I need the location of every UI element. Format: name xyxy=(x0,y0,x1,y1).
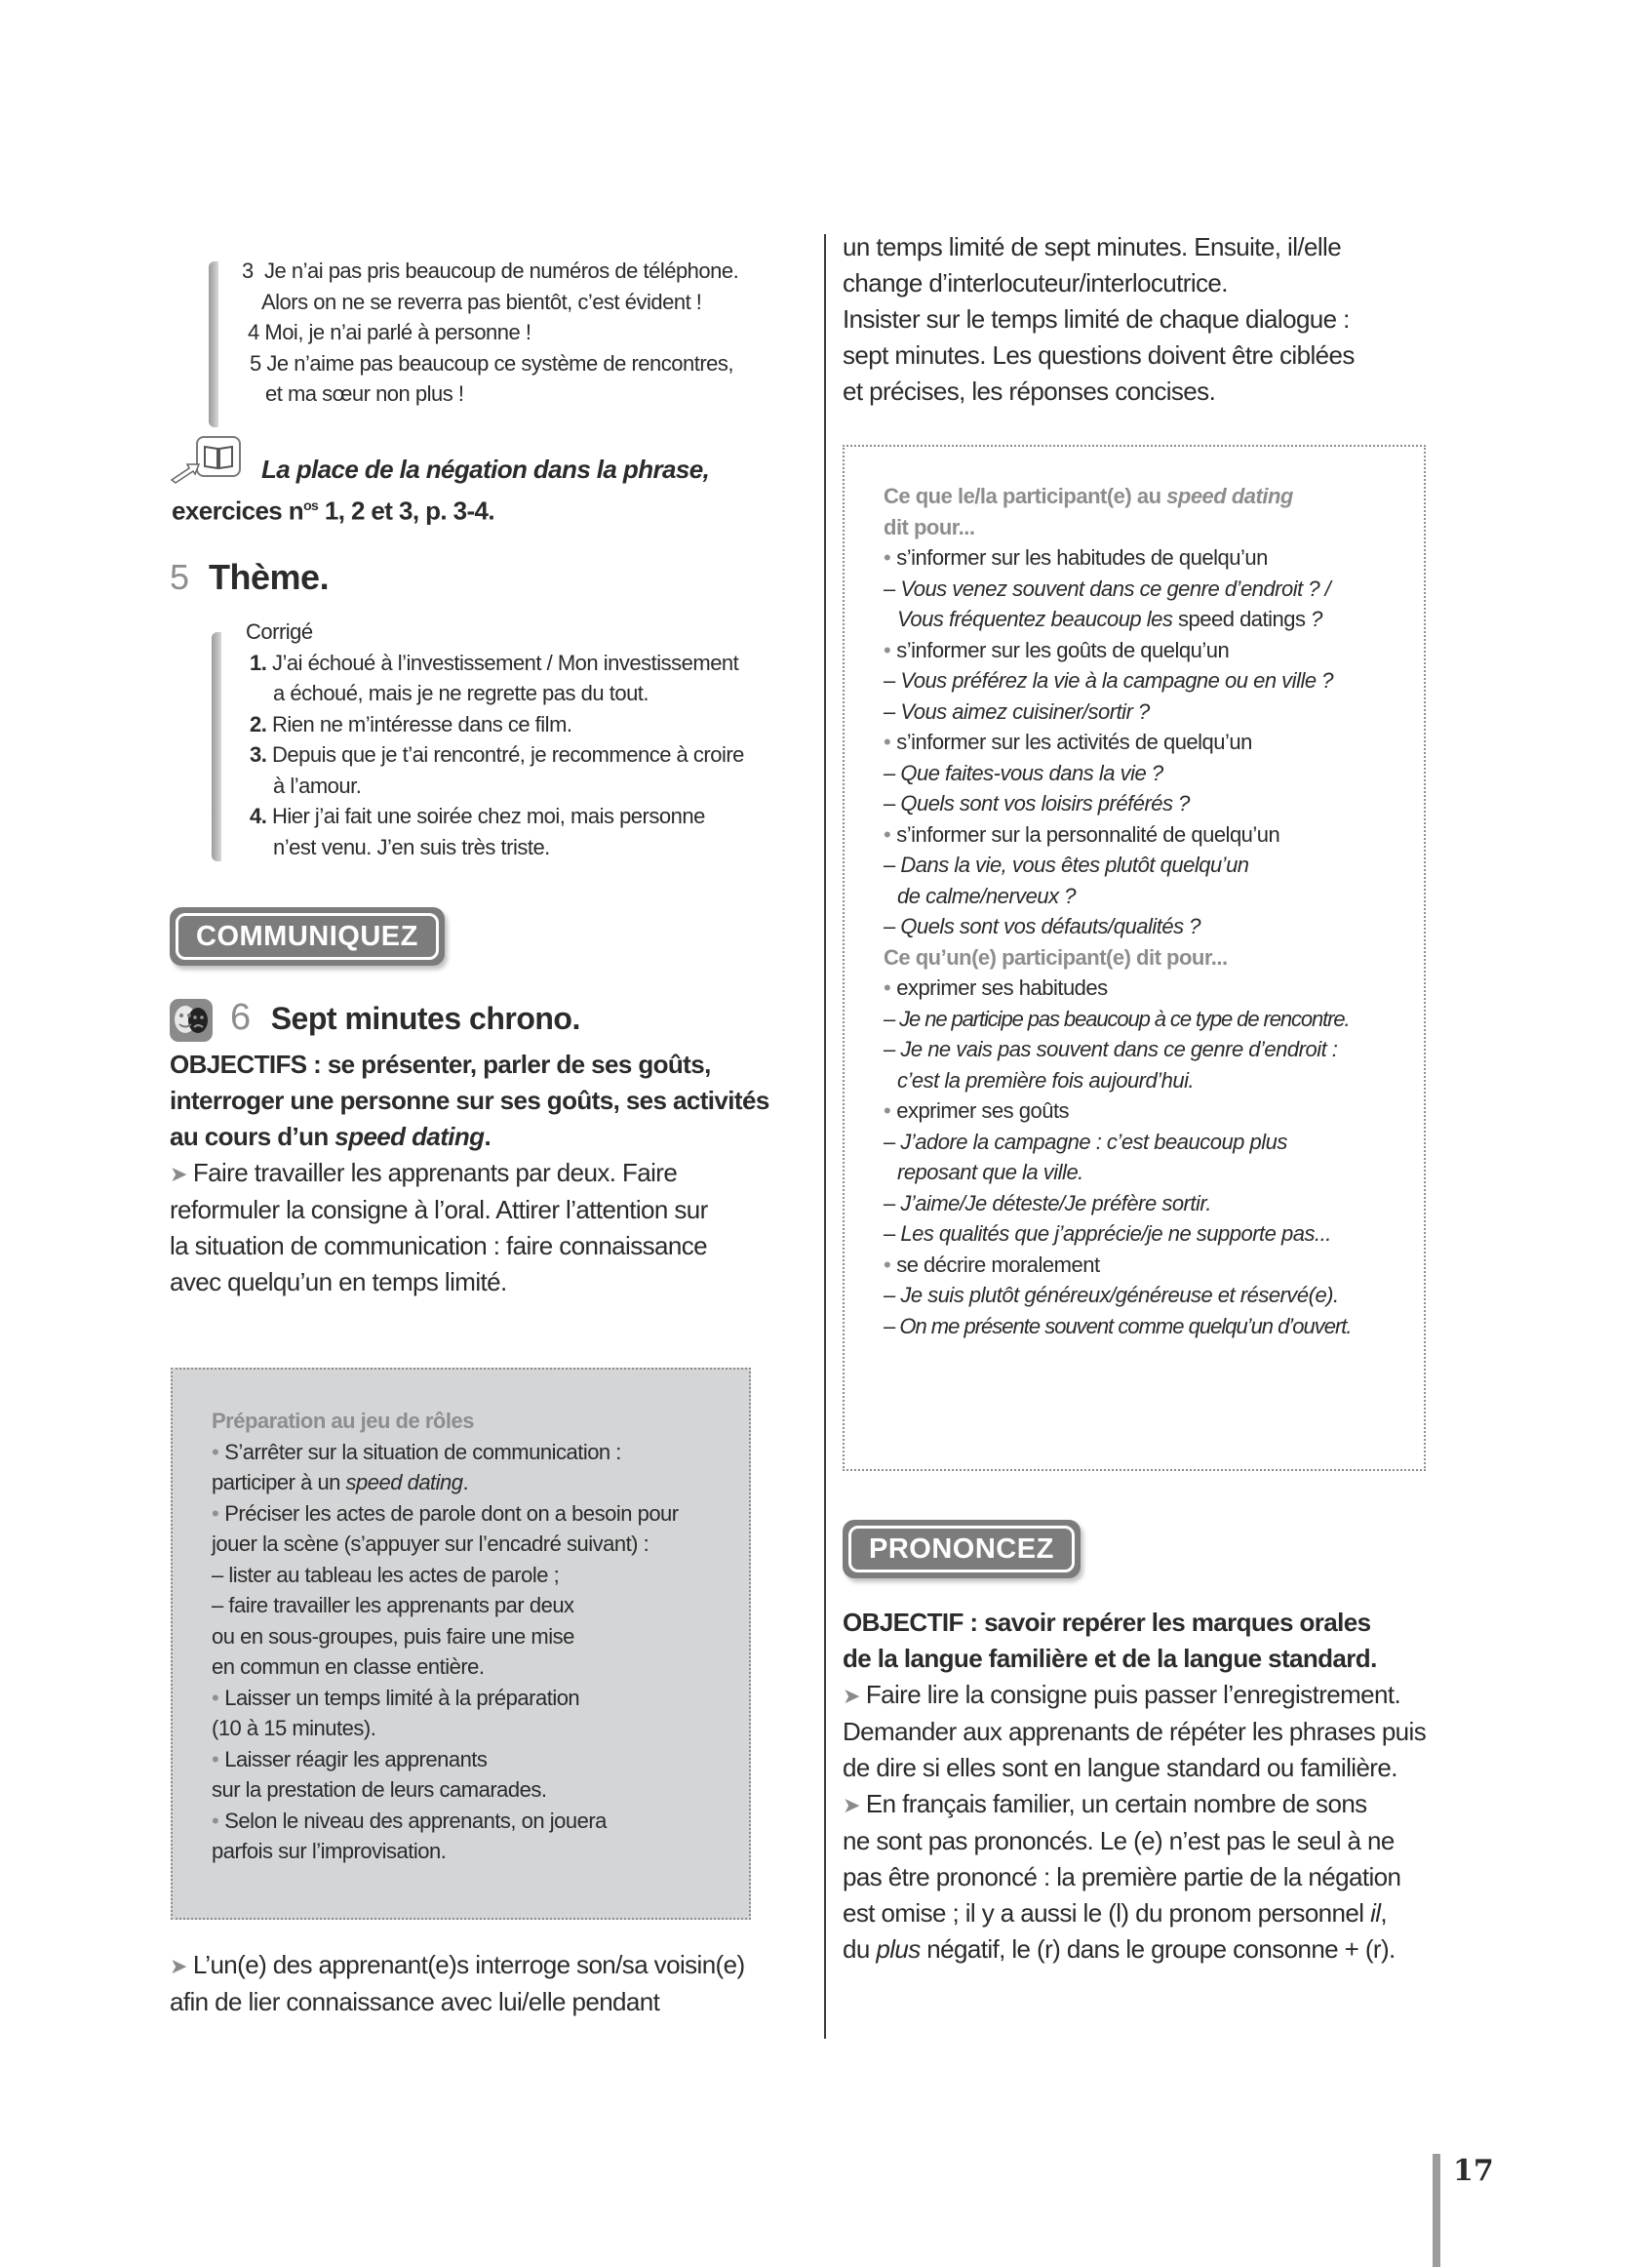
instruction-line: ➤ Faire lire la consigne puis passer l’enregistrement. xyxy=(843,1680,1401,1709)
prep-line: parfois sur l’improvisation. xyxy=(212,1839,447,1863)
instruction-line: du plus négatif, le (r) dans le groupe consonne + (r). xyxy=(843,1934,1396,1964)
phrase-example: – Que faites-vous dans la vie ? xyxy=(884,760,1163,785)
prep-line: participer à un speed dating. xyxy=(212,1470,469,1494)
arrow-bullet-icon: ➤ xyxy=(843,1793,860,1817)
preparation-box-title: Préparation au jeu de rôles xyxy=(212,1409,474,1433)
continuation-paragraph xyxy=(843,229,1355,410)
arrow-bullet-icon: ➤ xyxy=(843,1684,860,1708)
answer-4-cont: n’est venu. J’en suis très triste. xyxy=(273,834,550,859)
workbook-reference-title: La place de la négation dans la phrase, xyxy=(261,455,710,484)
instruction-line: ne sont pas prononcés. Le (e) n’est pas le seul à ne xyxy=(843,1826,1395,1855)
phrase-example: – Vous aimez cuisiner/sortir ? xyxy=(884,698,1150,724)
instruction-line-1: ➤ Faire travailler les apprenants par deux. Faire xyxy=(170,1158,678,1187)
continuation-line: un temps limité de sept minutes. Ensuite, il/elle xyxy=(843,232,1342,261)
phrase-example: Vous fréquentez beaucoup les speed datings ? xyxy=(897,607,1322,631)
phrase-example: – J’aime/Je déteste/Je préfère sortir. xyxy=(884,1190,1212,1215)
continuation-line: sept minutes. Les questions doivent être ciblées xyxy=(843,340,1355,370)
instruction-line-4: avec quelqu’un en temps limité. xyxy=(170,1267,507,1296)
instruction-line: ➤ En français familier, un certain nombre de sons xyxy=(843,1789,1367,1818)
prep-line: • Préciser les actes de parole dont on a besoin pour xyxy=(212,1500,679,1526)
phrase-bullet: • s’informer sur les habitudes de quelqu’un xyxy=(884,545,1268,570)
communiquez-badge xyxy=(170,907,445,966)
answer-4: 4. Hier j’ai fait une soirée chez moi, mais personne xyxy=(250,804,705,828)
phrase-example: – Je ne vais pas souvent dans ce genre d’endroit : xyxy=(884,1037,1338,1061)
phrase-bullet: • s’informer sur les activités de quelqu’un xyxy=(884,730,1252,754)
phrase-example: – J’adore la campagne : c’est beaucoup plus xyxy=(884,1129,1287,1154)
instruction-line: pas être prononcé : la première partie de la négation xyxy=(843,1862,1401,1891)
phrase-example: – Vous venez souvent dans ce genre d’endroit ? / xyxy=(884,576,1331,601)
phrases-box-title-2: Ce qu’un(e) participant(e) dit pour... xyxy=(884,944,1228,970)
prep-line: • Laisser un temps limité à la préparation xyxy=(212,1685,580,1710)
arrow-bullet-icon: ➤ xyxy=(170,1162,187,1186)
preparation-box xyxy=(171,1368,751,1920)
objectifs-line-3: au cours d’un speed dating. xyxy=(170,1122,492,1151)
instruction-line-2: reformuler la consigne à l’oral. Attirer l’attention sur xyxy=(170,1195,708,1224)
corrige-label: Corrigé xyxy=(246,619,313,644)
phrase-example: – On me présente souvent comme quelqu’un d’ouvert. xyxy=(884,1313,1352,1338)
phrase-example: – Je suis plutôt généreux/généreuse et réservé(e). xyxy=(884,1283,1339,1307)
closing-line-2: afin de lier connaissance avec lui/elle pendant xyxy=(170,1987,660,2016)
phrase-example: de calme/nerveux ? xyxy=(897,883,1076,908)
answer-3: 3. Depuis que je t’ai rencontré, je recommence à croire xyxy=(250,742,744,767)
exercise-5-heading xyxy=(170,556,329,599)
objectifs-line-1: OBJECTIFS : se présenter, parler de ses goûts, xyxy=(170,1050,711,1079)
instruction-line: de dire si elles sont en langue standard ou familière. xyxy=(843,1753,1397,1782)
page-number-bar xyxy=(1433,2154,1440,2267)
communiquez-label: COMMUNIQUEZ xyxy=(176,913,439,960)
phrase-example: c’est la première fois aujourd’hui. xyxy=(897,1067,1195,1093)
exercise-number: 5 xyxy=(170,557,190,597)
answer-1: 1. J’ai échoué à l’investissement / Mon investissement xyxy=(250,650,739,675)
exercise-6-heading xyxy=(230,995,580,1041)
phrase-example: – Quels sont vos défauts/qualités ? xyxy=(884,914,1200,938)
prep-line: • Selon le niveau des apprenants, on jouera xyxy=(212,1808,607,1833)
prep-line: en commun en classe entière. xyxy=(212,1654,485,1679)
phrase-example: – Quels sont vos loisirs préférés ? xyxy=(884,791,1190,815)
phrase-bullet: • se décrire moralement xyxy=(884,1252,1100,1277)
phrases-box-title-1: Ce que le/la participant(e) au speed dating xyxy=(884,484,1293,508)
phrase-example: – Dans la vie, vous êtes plutôt quelqu’un xyxy=(884,853,1249,877)
prononcez-label: PRONONCEZ xyxy=(848,1526,1075,1572)
prep-line: (10 à 15 minutes). xyxy=(212,1716,376,1740)
theater-masks-icon xyxy=(170,999,213,1042)
continuation-line: Insister sur le temps limité de chaque dialogue : xyxy=(843,304,1350,334)
phrases-box xyxy=(843,445,1426,1471)
answer-2: 2. Rien ne m’intéresse dans ce film. xyxy=(250,711,572,736)
objectif-line-2: de la langue familière et de la langue standard. xyxy=(843,1644,1377,1673)
continuation-line: et précises, les réponses concises. xyxy=(843,377,1216,406)
objectif-line-1: OBJECTIF : savoir repérer les marques orales xyxy=(843,1608,1371,1637)
prep-line: • Laisser réagir les apprenants xyxy=(212,1746,488,1771)
quote-item-5: 5 Je n’aime pas beaucoup ce système de rencontres, xyxy=(250,350,733,376)
quote-item-3: 3 Je n’ai pas pris beaucoup de numéros de téléphone. xyxy=(242,259,739,283)
exercise-title: Thème. xyxy=(209,557,330,597)
prep-line: – faire travailler les apprenants par deux xyxy=(212,1593,574,1617)
prep-line: – lister au tableau les actes de parole ; xyxy=(212,1562,560,1587)
page-number: 17 xyxy=(1453,2154,1494,2188)
column-divider xyxy=(824,234,826,2039)
objectifs-line-2: interroger une personne sur ses goûts, ses activités xyxy=(170,1086,769,1115)
corrige-block xyxy=(246,616,744,862)
workbook-reference: La place de la négation dans la phrase, exercices $n^{os}$ 1, 2 et 3, p. 3-4. xyxy=(172,455,710,526)
phrase-bullet: • exprimer ses habitudes xyxy=(884,975,1108,1000)
prep-line: ou en sous-groupes, puis faire une mise xyxy=(212,1623,574,1649)
quote-item-4: 4 Moi, je n’ai parlé à personne ! xyxy=(248,320,531,344)
prep-line: jouer la scène (s’appuyer sur l’encadré suivant) : xyxy=(212,1531,649,1556)
corrige-bar xyxy=(212,632,221,861)
instruction-line-3: la situation de communication : faire connaissance xyxy=(170,1231,707,1260)
quote-block xyxy=(242,256,738,410)
quote-bar xyxy=(209,261,218,427)
arrow-bullet-icon: ➤ xyxy=(170,1954,187,1978)
instruction-line: Demander aux apprenants de répéter les phrases puis xyxy=(843,1717,1427,1746)
phrase-example: – Vous préférez la vie à la campagne ou en ville ? xyxy=(884,668,1333,693)
answer-3-cont: à l’amour. xyxy=(273,773,362,798)
prep-line: • S’arrêter sur la situation de communication : xyxy=(212,1439,621,1464)
phrase-example: reposant que la ville. xyxy=(897,1160,1083,1184)
exercise-6-body xyxy=(170,1047,769,1300)
exercise-title: Sept minutes chrono. xyxy=(270,1001,580,1036)
quote-item-3-cont: Alors on ne se reverra pas bientôt, c’est évident ! xyxy=(261,289,702,314)
closing-paragraph xyxy=(170,1947,745,2020)
answer-1-cont: a échoué, mais je ne regrette pas du tout. xyxy=(273,681,649,705)
prononcez-badge xyxy=(843,1520,1081,1578)
phrase-bullet: • s’informer sur les goûts de quelqu’un xyxy=(884,637,1230,662)
prononcez-body xyxy=(843,1605,1426,1968)
closing-line-1: ➤ L’un(e) des apprenant(e)s interroge son/sa voisin(e) xyxy=(170,1950,745,1979)
exercise-number: 6 xyxy=(230,997,252,1038)
prep-line: sur la prestation de leurs camarades. xyxy=(212,1777,547,1802)
phrase-bullet: • s’informer sur la personnalité de quelqu’un xyxy=(884,821,1280,847)
quote-item-5-cont: et ma sœur non plus ! xyxy=(265,381,464,406)
phrase-bullet: • exprimer ses goûts xyxy=(884,1098,1070,1123)
phrase-example: – Je ne participe pas beaucoup à ce type de rencontre. xyxy=(884,1006,1350,1031)
continuation-line: change d’interlocuteur/interlocutrice. xyxy=(843,268,1228,298)
phrase-example: – Les qualités que j’apprécie/je ne supporte pas... xyxy=(884,1221,1331,1246)
phrases-box-title-1-cont: dit pour... xyxy=(884,514,975,539)
instruction-line: est omise ; il y a aussi le (l) du pronom personnel il, xyxy=(843,1898,1388,1928)
